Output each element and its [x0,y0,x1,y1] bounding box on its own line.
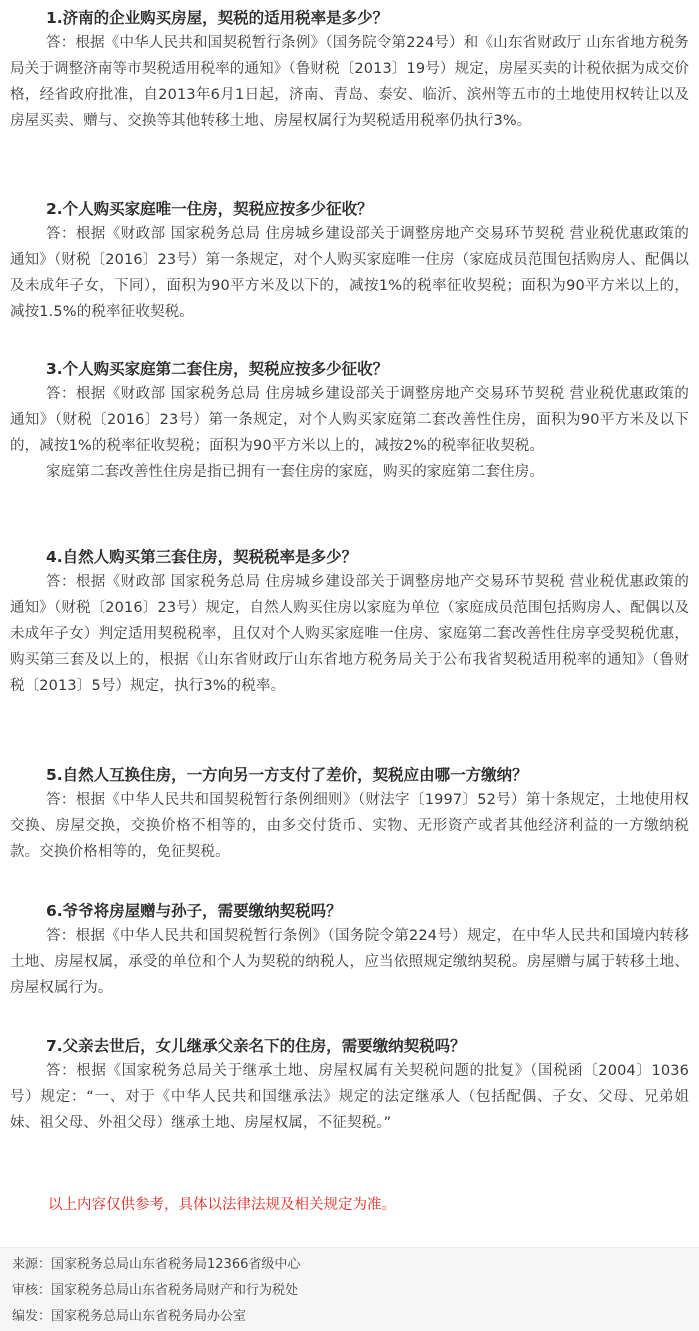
footer-publish: 编发：国家税务总局山东省税务局办公室 [12,1309,247,1324]
question-7: 7.父亲去世后，女儿继承父亲名下的住房，需要缴纳契税吗？ [46,1037,466,1055]
answer-7: 答：根据《国家税务总局关于继承土地、房屋权属有关契税问题的批复》（国税函〔2004〕1036号）规定：“一、对于《中华人民共和国继承法》规定的法定继承人（包括配偶、子女、父母、兄弟姐妹、祖父母、外祖父母）继承土地、房屋权属，不征契税。” [10,1063,689,1131]
qa-item-1 [10,6,689,134]
qa-item-5 [10,763,689,865]
question-4: 4.自然人购买第三套住房，契税税率是多少？ [46,548,358,566]
answer-3-note: 家庭第二套改善性住房是指已拥有一套住房的家庭，购买的家庭第二套住房。 [46,464,545,480]
qa-item-4 [10,545,689,699]
answer-1: 答：根据《中华人民共和国契税暂行条例》（国务院令第224号）和《山东省财政厅 山东省地方税务局关于调整济南等市契税适用税率的通知》（鲁财税〔2013〕19号）规定，房屋买卖的计税依据为成交价格，经省政府批准，自2013年6月1日起，济南、青岛、泰安、临沂、滨州等五市的土地使用权转让以及房屋买卖、赠与、交换等其他转移土地、房屋权属行为契税适用税率仍执行3%。 [10,35,689,129]
answer-3: 答：根据《财政部 国家税务总局 住房城乡建设部关于调整房地产交易环节契税 营业税优惠政策的通知》（财税〔2016〕23号）第一条规定，对个人购买家庭第二套改善性住房，面积为90平方米及以下的，减按1%的税率征收契税；面积为90平方米以上的，减按2%的税率征收契税。 [10,386,689,454]
answer-4: 答：根据《财政部 国家税务总局 住房城乡建设部关于调整房地产交易环节契税 营业税优惠政策的通知》（财税〔2016〕23号）规定，自然人购买住房以家庭为单位（家庭成员范围包括购房人、配偶以及未成年子女）判定适用契税税率，且仅对个人购买家庭唯一住房、家庭第二套改善性住房享受契税优惠，购买第三套及以上的，根据《山东省财政厅山东省地方税务局关于公布我省契税适用税率的通知》（鲁财税〔2013〕5号）规定，执行3%的税率。 [10,574,689,694]
question-3: 3.个人购买家庭第二套住房，契税应按多少征收？ [46,360,389,378]
qa-item-2 [10,197,689,325]
question-1: 1.济南的企业购买房屋，契税的适用税率是多少？ [46,9,389,27]
article-footer [0,1247,699,1331]
question-6: 6.爷爷将房屋赠与孙子，需要缴纳契税吗？ [46,902,342,920]
qa-item-6 [10,899,689,1001]
qa-item-3 [10,357,689,485]
footer-source: 来源：国家税务总局山东省税务局12366省级中心 [12,1257,301,1272]
answer-6: 答：根据《中华人民共和国契税暂行条例》（国务院令第224号）规定，在中华人民共和国境内转移土地、房屋权属，承受的单位和个人为契税的纳税人，应当依照规定缴纳契税。房屋赠与属于转移土地、房屋权属行为。 [10,928,689,996]
answer-5: 答：根据《中华人民共和国契税暂行条例细则》（财法字〔1997〕52号）第十条规定，土地使用权交换、房屋交换，交换价格不相等的，由多交付货币、实物、无形资产或者其他经济利益的一方缴纳税款。交换价格相等的，免征契税。 [10,792,689,860]
answer-2: 答：根据《财政部 国家税务总局 住房城乡建设部关于调整房地产交易环节契税 营业税优惠政策的通知》（财税〔2016〕23号）第一条规定，对个人购买家庭唯一住房（家庭成员范围包括购房人、配偶以及未成年子女，下同），面积为90平方米及以下的，减按1%的税率征收契税；面积为90平方米以上的，减按1.5%的税率征收契税。 [10,226,689,320]
question-5: 5.自然人互换住房，一方向另一方支付了差价，契税应由哪一方缴纳？ [46,766,528,784]
footer-review: 审核：国家税务总局山东省税务局财产和行为税处 [12,1283,299,1298]
qa-item-7 [10,1034,689,1136]
question-2: 2.个人购买家庭唯一住房，契税应按多少征收？ [46,200,373,218]
disclaimer-note: 以上内容仅供参考，具体以法律法规及相关规定为准。 [48,1197,396,1213]
